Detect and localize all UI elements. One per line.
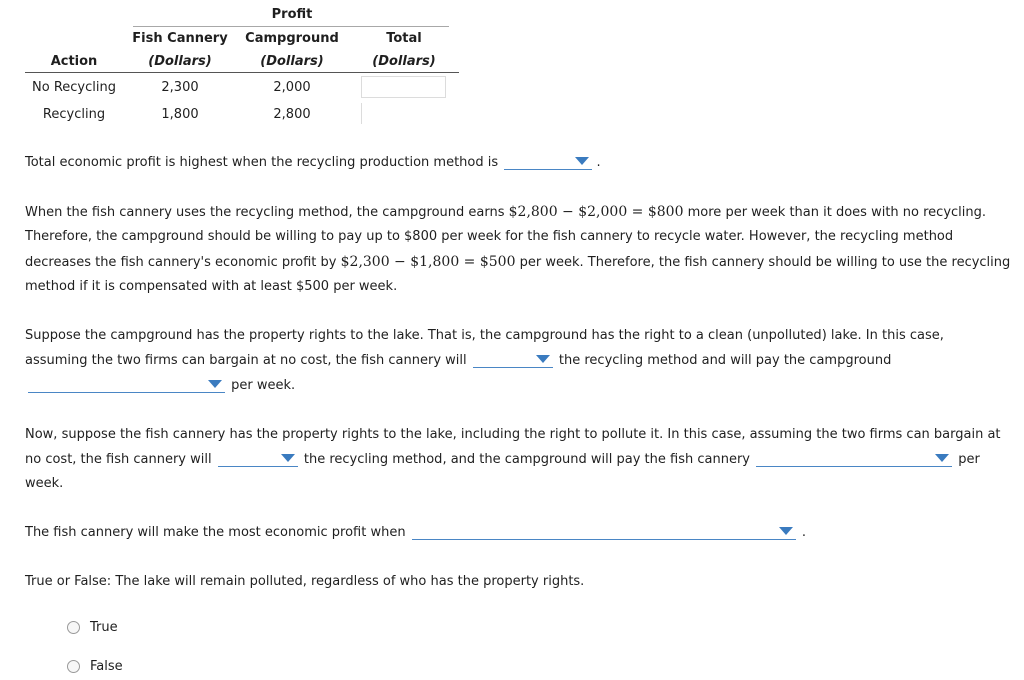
q3-action-dropdown[interactable] [218,449,298,467]
cell-camp-no-recycling: 2,000 [273,80,311,95]
question-1-end: . [596,155,601,170]
col-unit-total: (Dollars) [372,54,436,69]
col-header-campground: Campground [245,31,339,46]
profit-group-header: Profit [271,7,313,22]
total-recycling-input[interactable] [361,103,362,124]
row-label-recycling: Recycling [42,107,106,122]
cell-fish-no-recycling: 2,300 [161,80,199,95]
q2-action-dropdown[interactable] [473,350,553,368]
question-5: True or False: The lake will remain polluted, regardless of who has the property rights. [25,574,585,589]
q2-line-1: Suppose the campground has the property rights to the lake. That is, the campground has the right to a clean (unpolluted) lake. In this case, [25,328,944,343]
cell-fish-recycling: 1,800 [161,107,199,122]
chevron-down-icon [575,157,589,165]
question-4: The fish cannery will make the most economic profit when . [25,521,806,546]
col-unit-campground: (Dollars) [260,54,324,69]
explanation-line-2: Therefore, the campground should be willing to pay up to $800 per week for the fish cannery to recycle water. However, the recycling method [25,229,954,244]
radio-button-icon[interactable] [67,621,80,634]
cell-camp-recycling: 2,800 [273,107,311,122]
row-label-no-recycling: No Recycling [32,80,116,95]
q4-dropdown[interactable] [412,522,796,540]
explanation-line-1: When the fish cannery uses the recycling method, the campground earns $2,800 − $2,000 = $800 more per week than it does with no recycling. [25,204,987,220]
total-no-recycling-input[interactable] [361,76,446,98]
col-header-action: Action [50,54,98,69]
q3-line-1: Now, suppose the fish cannery has the property rights to the lake, including the right to pollute it. In this case, assuming the two firms can bargain at [25,427,1001,442]
group-header-rule [133,26,449,27]
chevron-down-icon [208,380,222,388]
col-header-fish-cannery: Fish Cannery [132,31,228,46]
q3-line-3: week. [25,476,64,491]
chevron-down-icon [536,355,550,363]
chevron-down-icon [281,454,295,462]
q3-line-2: no cost, the fish cannery will the recycling method, and the campground will pay the fish cannery per [25,448,980,473]
radio-option-true[interactable]: True [67,620,118,635]
chevron-down-icon [935,454,949,462]
q1-dropdown[interactable] [504,152,592,170]
q2-line-3: per week. [28,374,295,399]
question-1-text: Total economic profit is highest when the recycling production method is [25,155,499,170]
col-unit-fish-cannery: (Dollars) [148,54,212,69]
explanation-line-3: decreases the fish cannery's economic profit by $2,300 − $1,800 = $500 per week. Therefore, the fish cannery should be willing to use the recycling [25,254,1011,270]
radio-option-false[interactable]: False [67,659,123,674]
explanation-line-4: method if it is compensated with at least $500 per week. [25,279,398,294]
col-header-total: Total [386,31,422,46]
q3-amount-dropdown[interactable] [756,449,952,467]
question-1 [25,151,601,176]
header-rule [25,72,459,73]
chevron-down-icon [779,527,793,535]
q2-amount-dropdown[interactable] [28,375,225,393]
q2-line-2: assuming the two firms can bargain at no cost, the fish cannery will the recycling method and will pay the campground [25,349,891,374]
radio-button-icon[interactable] [67,660,80,673]
